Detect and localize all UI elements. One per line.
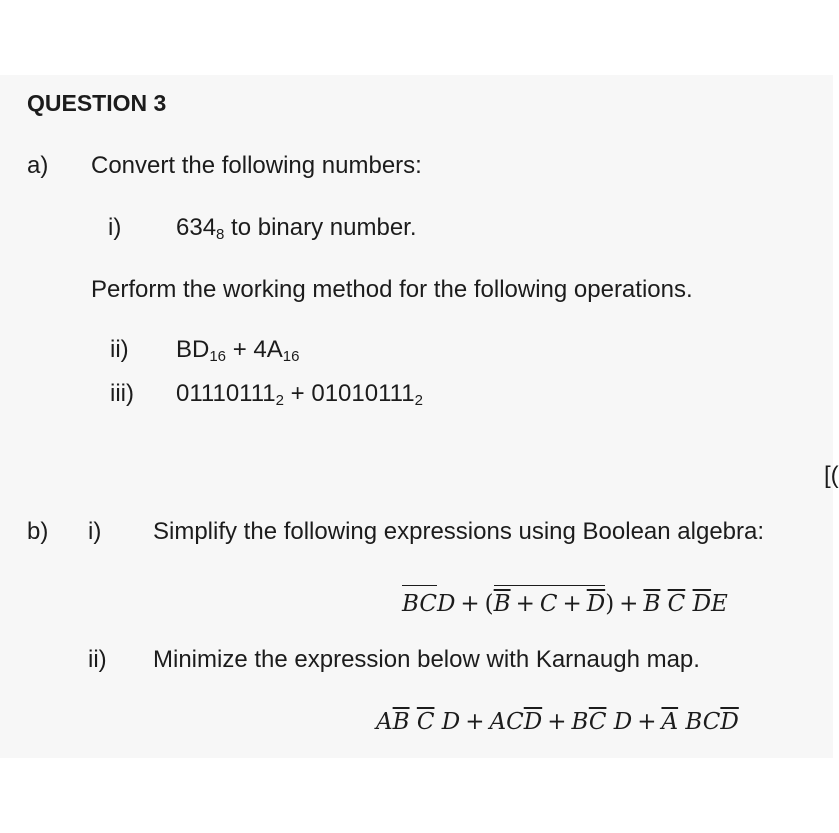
- part-a-instruction: Perform the working method for the following operations.: [91, 276, 693, 303]
- expr1-term1-overbar: BC: [402, 585, 437, 619]
- item-a-i-label: i): [108, 214, 122, 241]
- question-title: QUESTION 3: [27, 90, 167, 116]
- item-a-ii-expression: $BD_{16} + 4A_{16}$: [176, 336, 300, 365]
- part-a-label: a): [27, 152, 49, 179]
- item-b-ii-label: ii): [88, 646, 107, 673]
- boolean-expression-simplify: BCD + $(\overline{B} + C + \overline{D}) + \overline{B}$ $\overline{C}$ $\overline{D}E$: [402, 585, 728, 619]
- part-a-intro: Convert the following numbers:: [91, 152, 422, 179]
- expr1-term2-overbar: $\overline{B} + C + \overline{D}$: [494, 585, 606, 619]
- item-a-i-text: $634_8$ to binary number.: [176, 214, 417, 243]
- item-a-iii-expression: $01110111_2 + 01010111_2$: [176, 380, 423, 409]
- item-a-ii-label: ii): [110, 336, 129, 363]
- marks-fragment: [(: [824, 462, 839, 489]
- item-b-i-text: Simplify the following expressions using Boolean algebra:: [153, 518, 765, 545]
- item-a-iii-label: iii): [110, 380, 134, 407]
- part-b-label: b): [27, 518, 49, 545]
- item-b-i-label: i): [88, 518, 102, 545]
- boolean-expression-karnaugh: $A\overline{B}$ $\overline{C}$ $D + AC\overline{D} + B\overline{C}$ $D + \overline{A}$ $BC\overline{D}$: [376, 709, 739, 735]
- item-b-ii-text: Minimize the expression below with Karnaugh map.: [153, 646, 700, 673]
